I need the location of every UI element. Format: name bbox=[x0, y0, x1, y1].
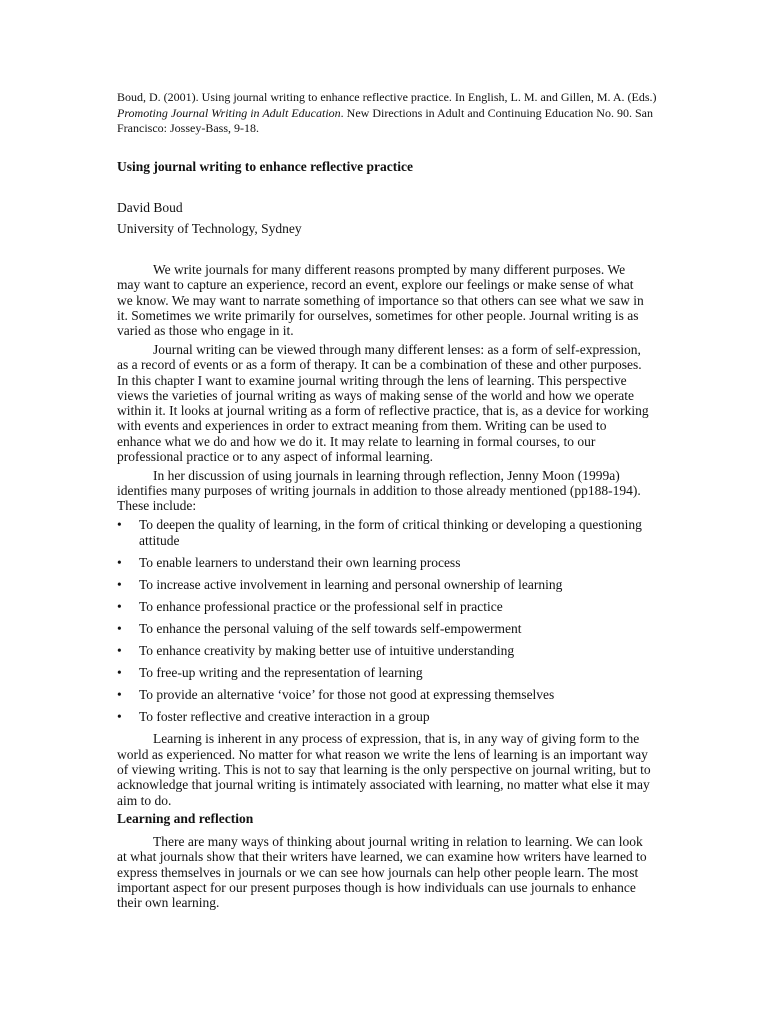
section-body bbox=[117, 834, 651, 910]
list-item bbox=[117, 621, 651, 636]
paragraph: Learning is inherent in any process of expression, that is, in any way of giving form to the world as experienced. No matter for what reason we write the lens of learning is an important way of viewing writing. This is not to say that learning is the only perspective on journal writing, but to acknowledge that journal writing is intimately associated with learning, no matter what else it may aim to do. bbox=[117, 731, 651, 808]
bullet-marker: • bbox=[117, 687, 122, 703]
paragraph: Journal writing can be viewed through many different lenses: as a form of self-expression, as a record of events or as a form of therapy. It can be a combination of these and other purposes. In this chapter I want to examine journal writing through the lens of learning. This perspective views the varieties of journal writing as ways of making sense of the world and how we operate within it. It looks at journal writing as a form of reflective practice, that is, as a device for working with events and experiences in order to extract meaning from them. Writing can be used to enhance what we do and how we do it. It may relate to learning in formal courses, to our professional practice or to any aspect of informal learning. bbox=[117, 341, 649, 465]
author-name: David Boud bbox=[117, 200, 183, 215]
paragraph: There are many ways of thinking about journal writing in relation to learning. We can look at what journals show that their writers have learned, we can examine how writers have learned to express themselves in journals or we can see how journals can help other people learn. The most important aspect for our present purposes though is how individuals can use journals to enhance their own learning. bbox=[117, 834, 647, 911]
list-item-text: To enable learners to understand their own learning process bbox=[139, 554, 461, 570]
citation-text: Boud, D. (2001). Using journal writing to enhance reflective practice. In English, L. M. and Gillen, M. A. (Eds.) bbox=[117, 90, 657, 104]
list-item bbox=[117, 709, 651, 724]
list-item-text: To provide an alternative ‘voice’ for those not good at expressing themselves bbox=[139, 687, 555, 703]
bullet-marker: • bbox=[117, 598, 122, 614]
list-item-text: To increase active involvement in learning and personal ownership of learning bbox=[139, 576, 563, 592]
list-item bbox=[117, 643, 651, 658]
section-heading: Learning and reflection bbox=[117, 811, 254, 826]
bullet-marker: • bbox=[117, 517, 122, 533]
bullet-marker: • bbox=[117, 709, 122, 725]
list-item-text: To deepen the quality of learning, in the form of critical thinking or developing a questioning attitude bbox=[139, 517, 642, 548]
citation bbox=[117, 90, 662, 137]
citation-text-end: . New Directions in Adult and Continuing Education No. 90. San Francisco: Jossey-Bass, 9-18. bbox=[117, 105, 653, 135]
list-item bbox=[117, 665, 651, 680]
list-item bbox=[117, 517, 651, 548]
list-item bbox=[117, 687, 651, 702]
purposes-list bbox=[117, 517, 651, 724]
article-title: Using journal writing to enhance reflective practice bbox=[117, 159, 413, 174]
paragraph: In her discussion of using journals in learning through reflection, Jenny Moon (1999a) identifies many purposes of writing journals in addition to those already mentioned (pp188-194). These include: bbox=[117, 467, 641, 514]
list-item bbox=[117, 599, 651, 614]
list-item-text: To free-up writing and the representation of learning bbox=[139, 665, 423, 681]
bullet-marker: • bbox=[117, 554, 122, 570]
author-affiliation: University of Technology, Sydney bbox=[117, 221, 302, 236]
citation-book-title: Promoting Journal Writing in Adult Education bbox=[117, 105, 341, 120]
paragraph: We write journals for many different reasons prompted by many different purposes. We may want to capture an experience, record an event, explore our feelings or make sense of what we know. We may want to narrate something of importance so that others can see what we saw in it. Sometimes we write primarily for ourselves, sometimes for other people. Journal writing is as varied as those who engage in it. bbox=[117, 262, 644, 339]
list-item-text: To enhance the personal valuing of the self towards self-empowerment bbox=[139, 620, 522, 636]
article-body bbox=[117, 262, 651, 811]
list-item bbox=[117, 555, 651, 570]
bullet-marker: • bbox=[117, 620, 122, 636]
bullet-marker: • bbox=[117, 643, 122, 659]
list-item-text: To enhance professional practice or the professional self in practice bbox=[139, 598, 503, 614]
bullet-marker: • bbox=[117, 576, 122, 592]
list-item-text: To enhance creativity by making better use of intuitive understanding bbox=[139, 643, 515, 659]
bullet-marker: • bbox=[117, 665, 122, 681]
list-item bbox=[117, 577, 651, 592]
list-item-text: To foster reflective and creative interaction in a group bbox=[139, 709, 430, 725]
